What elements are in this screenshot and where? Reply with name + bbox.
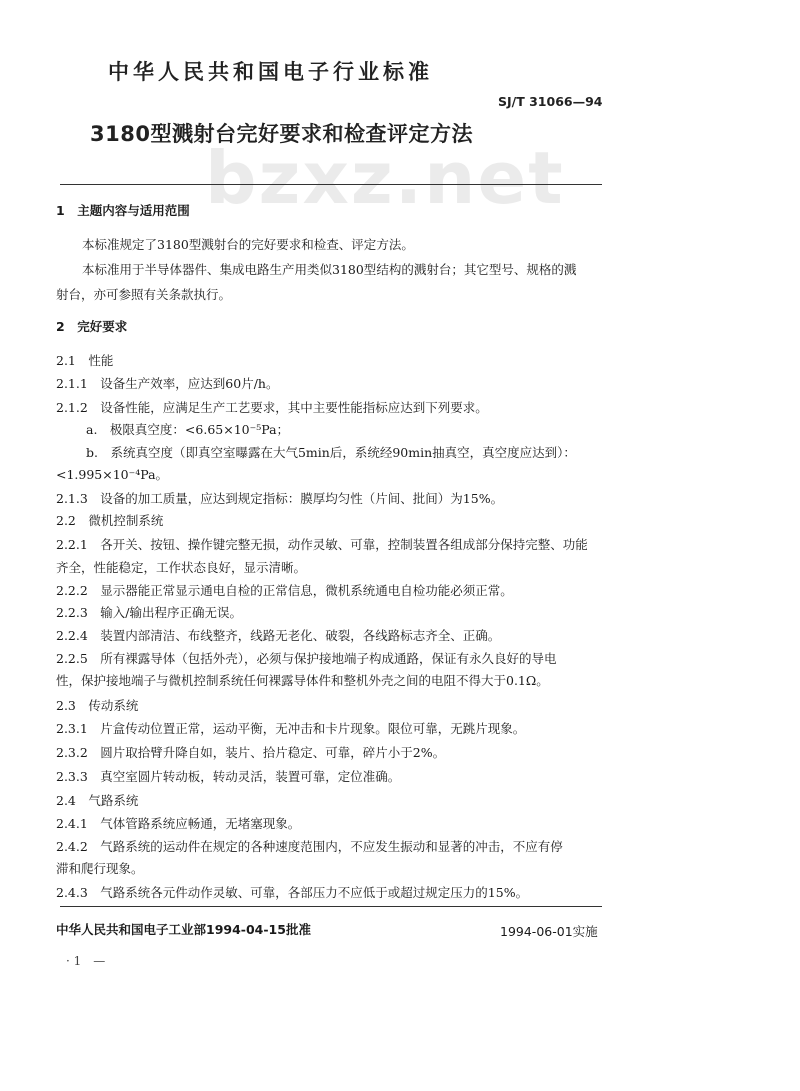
body-line: a. 极限真空度：<6.65×10⁻⁵Pa；	[86, 422, 290, 437]
body-line: 2.1 性能	[56, 353, 114, 368]
body-line: 性，保护接地端子与微机控制系统任何裸露导体件和整机外壳之间的电阻不得大于0.1Ω。	[56, 673, 549, 688]
body-line: 2.4.1 气体管路系统应畅通，无堵塞现象。	[56, 816, 301, 831]
standard-header: 中华人民共和国电子行业标准	[108, 60, 433, 84]
body-line: 2.4 气路系统	[56, 793, 139, 808]
body-line: b. 系统真空度（即真空室曝露在大气5min后，系统经90min抽真空，真空度应达到）：	[86, 445, 576, 460]
body-line: 2.2.5 所有裸露导体（包括外壳），必须与保护接地端子构成通路，保证有永久良好的导电	[56, 651, 557, 666]
document-title: 3180型溅射台完好要求和检查评定方法	[90, 122, 473, 146]
watermark: bzxz.net	[205, 136, 565, 220]
body-line: 2.4.3 气路系统各元件动作灵敏、可靠，各部压力不应低于或超过规定压力的15%。	[56, 885, 529, 900]
body-line: 2.2.2 显示器能正常显示通电自检的正常信息，微机系统通电自检功能必须正常。	[56, 583, 513, 598]
body-line: 齐全，性能稳定，工作状态良好，显示清晰。	[56, 560, 307, 575]
bottom-rule	[60, 906, 602, 907]
body-line: 本标准规定了3180型溅射台的完好要求和检查、评定方法。	[82, 237, 414, 252]
section-heading: 1 主题内容与适用范围	[56, 203, 190, 218]
body-line: 2.1.1 设备生产效率，应达到60片/h。	[56, 376, 279, 391]
page-number: · 1 —	[66, 954, 106, 968]
implementation-date: 1994-06-01实施	[500, 924, 598, 939]
body-line: 2.3.1 片盒传动位置正常，运动平衡，无冲击和卡片现象。限位可靠，无跳片现象。	[56, 721, 526, 736]
top-rule	[60, 184, 602, 185]
body-line: 2.1.3 设备的加工质量，应达到规定指标：膜厚均匀性（片间、批间）为15%。	[56, 491, 504, 506]
body-line: 2.3 传动系统	[56, 698, 139, 713]
body-line: 2.3.3 真空室圆片转动板，转动灵活，装置可靠，定位准确。	[56, 769, 401, 784]
body-line: <1.995×10⁻⁴Pa。	[56, 467, 169, 482]
body-line: 2.1.2 设备性能，应满足生产工艺要求，其中主要性能指标应达到下列要求。	[56, 400, 488, 415]
body-line: 2.4.2 气路系统的运动件在规定的各种速度范围内，不应发生振动和显著的冲击，不应有停	[56, 839, 563, 854]
section-heading: 2 完好要求	[56, 319, 128, 334]
body-line: 滞和爬行现象。	[56, 861, 144, 876]
body-line: 2.3.2 圆片取拾臂升降自如，装片、拾片稳定、可靠，碎片小于2%。	[56, 745, 446, 760]
body-line: 2.2.1 各开关、按钮、操作键完整无损，动作灵敏、可靠，控制装置各组成部分保持完整、功能	[56, 537, 588, 552]
body-line: 2.2 微机控制系统	[56, 513, 164, 528]
body-line: 本标准用于半导体器件、集成电路生产用类似3180型结构的溅射台；其它型号、规格的溅	[82, 262, 577, 277]
standard-code: SJ/T 31066—94	[498, 94, 603, 109]
body-line: 射台，亦可参照有关条款执行。	[56, 287, 232, 302]
approval-note: 中华人民共和国电子工业部1994-04-15批准	[56, 922, 311, 937]
body-line: 2.2.3 输入/输出程序正确无误。	[56, 605, 243, 620]
body-line: 2.2.4 装置内部清洁、布线整齐，线路无老化、破裂，各线路标志齐全、正确。	[56, 628, 501, 643]
